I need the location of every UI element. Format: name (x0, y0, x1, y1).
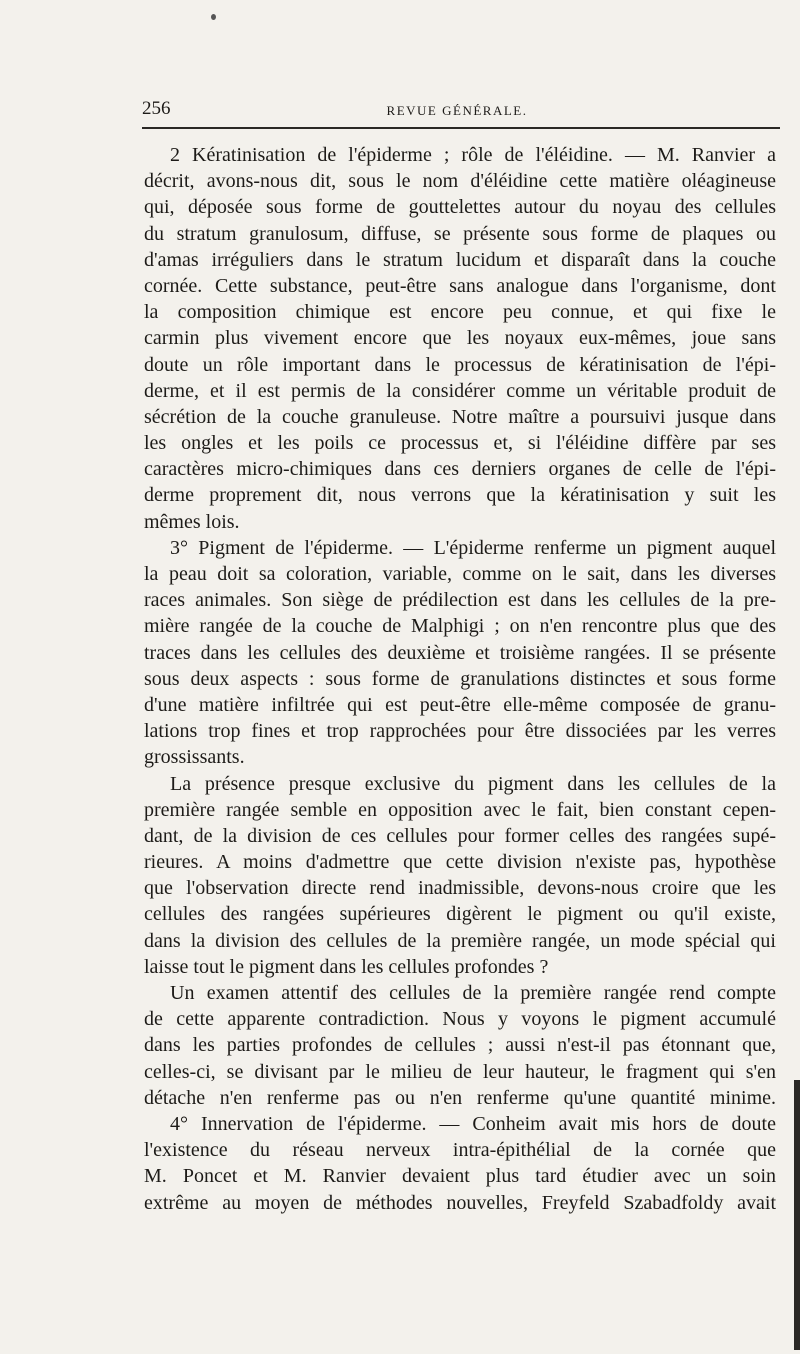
text-line: la composition chimique est encore peu connue, et qui fixe le (144, 301, 776, 324)
text-line: caractères micro-chimiques dans ces derniers organes de celle de l'épi- (144, 458, 776, 481)
text-line: traces dans les cellules des deuxième et troisième rangées. Il se présente (144, 641, 776, 664)
page-header (142, 98, 772, 122)
body-text (144, 142, 776, 1216)
text-line: doute un rôle important dans le processus de kératinisation de l'épi- (144, 353, 776, 376)
text-line: 2 Kératinisation de l'épiderme ; rôle de l'éléidine. — M. Ranvier a (170, 144, 776, 166)
text-line: du stratum granulosum, diffuse, se présente sous forme de plaques ou (144, 222, 776, 245)
text-line: races animales. Son siège de prédilection est dans les cellules de la pre- (144, 589, 776, 612)
text-line: sous deux aspects : sous forme de granulations distinctes et sous forme (144, 667, 776, 690)
page-edge-shadow (794, 1080, 800, 1350)
text-line: 4° Innervation de l'épiderme. — Conheim avait mis hors de doute (170, 1112, 776, 1135)
text-line: sécrétion de la couche granuleuse. Notre maître a poursuivi jusque dans (144, 405, 776, 428)
text-line: Un examen attentif des cellules de la première rangée rend compte (170, 982, 776, 1004)
header-rule (142, 127, 780, 129)
text-line: derme proprement dit, nous verrons que la kératinisation y suit les (144, 484, 776, 507)
text-line: détache n'en renferme pas ou n'en renferme qu'une quantité minime. (144, 1086, 776, 1109)
text-line: décrit, avons-nous dit, sous le nom d'éléidine cette matière oléagineuse (144, 170, 776, 193)
text-line: lations trop fines et trop rapprochées pour être dissociées par les verres (144, 720, 776, 743)
text-line: les ongles et les poils ce processus et, si l'éléidine diffère par ses (144, 432, 776, 455)
page-number: 256 (142, 98, 171, 119)
text-line: la peau doit sa coloration, variable, comme on le sait, dans les diverses (144, 563, 776, 585)
text-line: grossissants. (144, 746, 245, 769)
text-line: La présence presque exclusive du pigment dans les cellules de la (170, 772, 776, 795)
text-line: l'existence du réseau nerveux intra-épithélial de la cornée que (144, 1139, 776, 1162)
text-line: M. Poncet et M. Ranvier devaient plus tard étudier avec un soin (144, 1165, 776, 1188)
text-line: dans la division des cellules de la première rangée, un mode spécial qui (144, 929, 776, 952)
running-title: REVUE GÉNÉRALE. (386, 103, 528, 118)
text-line: celles-ci, se divisant par le milieu de leur hauteur, le fragment qui s'en (144, 1060, 776, 1083)
text-line: 3° Pigment de l'épiderme. — L'épiderme renferme un pigment auquel (170, 536, 776, 559)
text-line: mière rangée de la couche de Malphigi ; on n'en rencontre plus que des (144, 615, 776, 638)
text-line: extrême au moyen de méthodes nouvelles, Freyfeld Szabadfoldy avait (144, 1191, 776, 1214)
text-line: cornée. Cette substance, peut-être sans analogue dans l'organisme, dont (144, 274, 776, 297)
text-line: d'amas irréguliers dans le stratum lucidum et disparaît dans la couche (144, 248, 776, 271)
text-line: que l'observation directe rend inadmissible, devons-nous croire que les (144, 877, 776, 900)
text-line: de cette apparente contradiction. Nous y voyons le pigment accumulé (144, 1008, 776, 1031)
text-line: dans les parties profondes de cellules ; aussi n'est-il pas étonnant que, (144, 1034, 776, 1057)
text-line: cellules des rangées supérieures digèrent le pigment ou qu'il existe, (144, 903, 776, 926)
text-line: carmin plus vivement encore que les noyaux eux-mêmes, joue sans (144, 327, 776, 350)
text-line: rieures. A moins d'admettre que cette division n'existe pas, hypothèse (144, 851, 776, 874)
text-line: laisse tout le pigment dans les cellules profondes ? (144, 955, 549, 978)
text-line: d'une matière infiltrée qui est peut-être elle-même composée de granu- (144, 693, 776, 716)
text-line: derme, et il est permis de la considérer comme un véritable produit de (144, 379, 776, 402)
text-line: première rangée semble en opposition avec le fait, bien constant cepen- (144, 798, 776, 821)
text-line: mêmes lois. (144, 510, 240, 533)
text-line: qui, déposée sous forme de gouttelettes autour du noyau des cellules (144, 196, 776, 219)
ink-speck (211, 14, 216, 20)
text-line: dant, de la division de ces cellules pour former celles des rangées supé- (144, 824, 776, 847)
